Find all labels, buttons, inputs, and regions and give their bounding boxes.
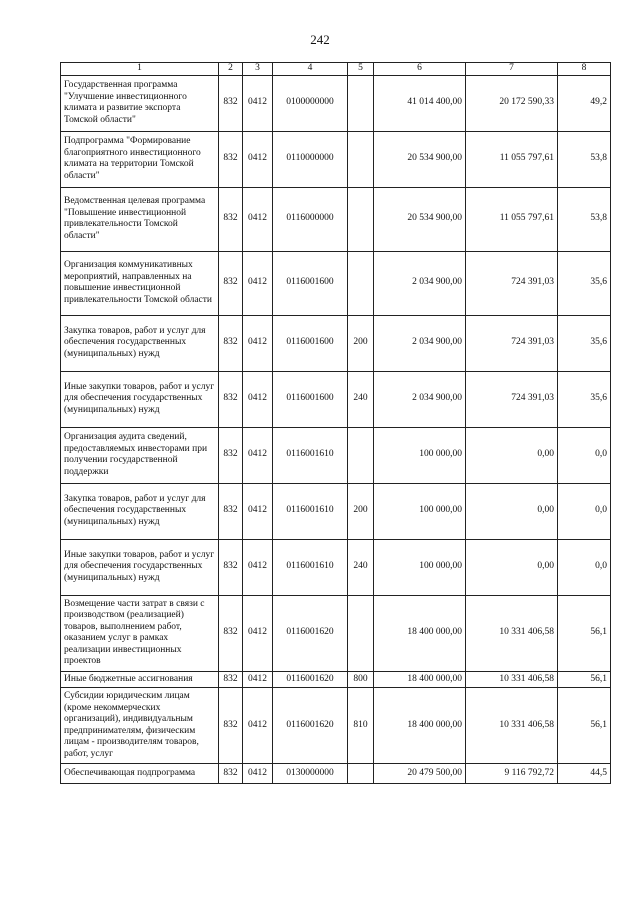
plan-amount-cell: 20 479 500,00: [374, 764, 466, 784]
section-code-cell: 0412: [243, 688, 273, 764]
row-name-cell: Государственная программа "Улучшение инвестиционного климата и развитие экспорта Томской области": [61, 75, 219, 131]
target-code-cell: 0100000000: [273, 75, 348, 131]
admin-code-cell: 832: [219, 251, 243, 315]
target-code-cell: 0116001610: [273, 483, 348, 539]
row-name-cell: Подпрограмма "Формирование благоприятного инвестиционного климата на территории Томской области": [61, 131, 219, 187]
section-code-cell: 0412: [243, 483, 273, 539]
percent-cell: 35,6: [558, 315, 611, 371]
table-row: [61, 371, 611, 427]
percent-cell: 44,5: [558, 764, 611, 784]
percent-cell: 56,1: [558, 671, 611, 688]
percent-cell: 0,0: [558, 427, 611, 483]
expense-type-cell: [348, 427, 374, 483]
table-row: [61, 131, 611, 187]
table-row: [61, 427, 611, 483]
table-row: [61, 187, 611, 251]
percent-cell: 53,8: [558, 131, 611, 187]
table-row: [61, 595, 611, 671]
table-row: [61, 764, 611, 784]
plan-amount-cell: 41 014 400,00: [374, 75, 466, 131]
table-row: [61, 539, 611, 595]
plan-amount-cell: 20 534 900,00: [374, 187, 466, 251]
target-code-cell: 0116001620: [273, 688, 348, 764]
budget-table: [60, 62, 611, 784]
percent-cell: 35,6: [558, 371, 611, 427]
admin-code-cell: 832: [219, 764, 243, 784]
table-row: [61, 688, 611, 764]
target-code-cell: 0116001610: [273, 427, 348, 483]
plan-amount-cell: 20 534 900,00: [374, 131, 466, 187]
column-header: 1: [61, 63, 219, 76]
admin-code-cell: 832: [219, 75, 243, 131]
row-name-cell: Закупка товаров, работ и услуг для обеспечения государственных (муниципальных) нужд: [61, 315, 219, 371]
percent-cell: 0,0: [558, 539, 611, 595]
target-code-cell: 0116001620: [273, 595, 348, 671]
plan-amount-cell: 100 000,00: [374, 539, 466, 595]
plan-amount-cell: 100 000,00: [374, 483, 466, 539]
table-row: [61, 75, 611, 131]
actual-amount-cell: 10 331 406,58: [466, 595, 558, 671]
expense-type-cell: 810: [348, 688, 374, 764]
admin-code-cell: 832: [219, 427, 243, 483]
expense-type-cell: [348, 764, 374, 784]
target-code-cell: 0130000000: [273, 764, 348, 784]
actual-amount-cell: 20 172 590,33: [466, 75, 558, 131]
admin-code-cell: 832: [219, 131, 243, 187]
section-code-cell: 0412: [243, 131, 273, 187]
section-code-cell: 0412: [243, 251, 273, 315]
admin-code-cell: 832: [219, 315, 243, 371]
target-code-cell: 0116001610: [273, 539, 348, 595]
expense-type-cell: [348, 187, 374, 251]
actual-amount-cell: 724 391,03: [466, 251, 558, 315]
section-code-cell: 0412: [243, 764, 273, 784]
plan-amount-cell: 18 400 000,00: [374, 671, 466, 688]
actual-amount-cell: 0,00: [466, 483, 558, 539]
plan-amount-cell: 100 000,00: [374, 427, 466, 483]
row-name-cell: Иные закупки товаров, работ и услуг для обеспечения государственных (муниципальных) нужд: [61, 539, 219, 595]
row-name-cell: Закупка товаров, работ и услуг для обеспечения государственных (муниципальных) нужд: [61, 483, 219, 539]
section-code-cell: 0412: [243, 671, 273, 688]
plan-amount-cell: 18 400 000,00: [374, 595, 466, 671]
target-code-cell: 0116001600: [273, 251, 348, 315]
percent-cell: 0,0: [558, 483, 611, 539]
actual-amount-cell: 724 391,03: [466, 371, 558, 427]
row-name-cell: Иные бюджетные ассигнования: [61, 671, 219, 688]
expense-type-cell: 200: [348, 315, 374, 371]
page-number: 242: [310, 32, 330, 47]
target-code-cell: 0116001600: [273, 371, 348, 427]
section-code-cell: 0412: [243, 187, 273, 251]
plan-amount-cell: 2 034 900,00: [374, 315, 466, 371]
admin-code-cell: 832: [219, 688, 243, 764]
plan-amount-cell: 2 034 900,00: [374, 251, 466, 315]
actual-amount-cell: 11 055 797,61: [466, 131, 558, 187]
column-header: 4: [273, 63, 348, 76]
row-name-cell: Ведомственная целевая программа "Повышение инвестиционной привлекательности Томской области": [61, 187, 219, 251]
expense-type-cell: [348, 131, 374, 187]
target-code-cell: 0110000000: [273, 131, 348, 187]
percent-cell: 53,8: [558, 187, 611, 251]
column-header: 6: [374, 63, 466, 76]
row-name-cell: Обеспечивающая подпрограмма: [61, 764, 219, 784]
row-name-cell: Субсидии юридическим лицам (кроме некоммерческих организаций), индивидуальным предпринимателям, физическим лицам - производителям товаров, работ, услуг: [61, 688, 219, 764]
table-row: [61, 483, 611, 539]
column-header: 5: [348, 63, 374, 76]
percent-cell: 49,2: [558, 75, 611, 131]
expense-type-cell: 240: [348, 371, 374, 427]
table-body: [61, 75, 611, 784]
actual-amount-cell: 10 331 406,58: [466, 671, 558, 688]
percent-cell: 56,1: [558, 688, 611, 764]
row-name-cell: Иные закупки товаров, работ и услуг для обеспечения государственных (муниципальных) нужд: [61, 371, 219, 427]
column-header: 7: [466, 63, 558, 76]
row-name-cell: Организация коммуникативных мероприятий, направленных на повышение инвестиционной привлекательности Томской области: [61, 251, 219, 315]
section-code-cell: 0412: [243, 315, 273, 371]
expense-type-cell: [348, 251, 374, 315]
expense-type-cell: 800: [348, 671, 374, 688]
percent-cell: 35,6: [558, 251, 611, 315]
target-code-cell: 0116001620: [273, 671, 348, 688]
admin-code-cell: 832: [219, 483, 243, 539]
admin-code-cell: 832: [219, 371, 243, 427]
plan-amount-cell: 18 400 000,00: [374, 688, 466, 764]
expense-type-cell: [348, 595, 374, 671]
target-code-cell: 0116001600: [273, 315, 348, 371]
admin-code-cell: 832: [219, 187, 243, 251]
header-row: [61, 63, 611, 76]
expense-type-cell: [348, 75, 374, 131]
row-name-cell: Организация аудита сведений, предоставляемых инвесторами при получении государственной поддержки: [61, 427, 219, 483]
table-row: [61, 251, 611, 315]
admin-code-cell: 832: [219, 671, 243, 688]
expense-type-cell: 240: [348, 539, 374, 595]
expense-type-cell: 200: [348, 483, 374, 539]
actual-amount-cell: 10 331 406,58: [466, 688, 558, 764]
section-code-cell: 0412: [243, 427, 273, 483]
actual-amount-cell: 0,00: [466, 427, 558, 483]
column-header: 3: [243, 63, 273, 76]
section-code-cell: 0412: [243, 539, 273, 595]
row-name-cell: Возмещение части затрат в связи с производством (реализацией) товаров, выполнением работ, оказанием услуг в рамках реализации инвестиционных проектов: [61, 595, 219, 671]
percent-cell: 56,1: [558, 595, 611, 671]
admin-code-cell: 832: [219, 595, 243, 671]
actual-amount-cell: 0,00: [466, 539, 558, 595]
plan-amount-cell: 2 034 900,00: [374, 371, 466, 427]
section-code-cell: 0412: [243, 371, 273, 427]
section-code-cell: 0412: [243, 75, 273, 131]
admin-code-cell: 832: [219, 539, 243, 595]
column-header: 2: [219, 63, 243, 76]
section-code-cell: 0412: [243, 595, 273, 671]
actual-amount-cell: 724 391,03: [466, 315, 558, 371]
target-code-cell: 0116000000: [273, 187, 348, 251]
table-row: [61, 315, 611, 371]
column-header: 8: [558, 63, 611, 76]
actual-amount-cell: 9 116 792,72: [466, 764, 558, 784]
actual-amount-cell: 11 055 797,61: [466, 187, 558, 251]
table-row: [61, 671, 611, 688]
